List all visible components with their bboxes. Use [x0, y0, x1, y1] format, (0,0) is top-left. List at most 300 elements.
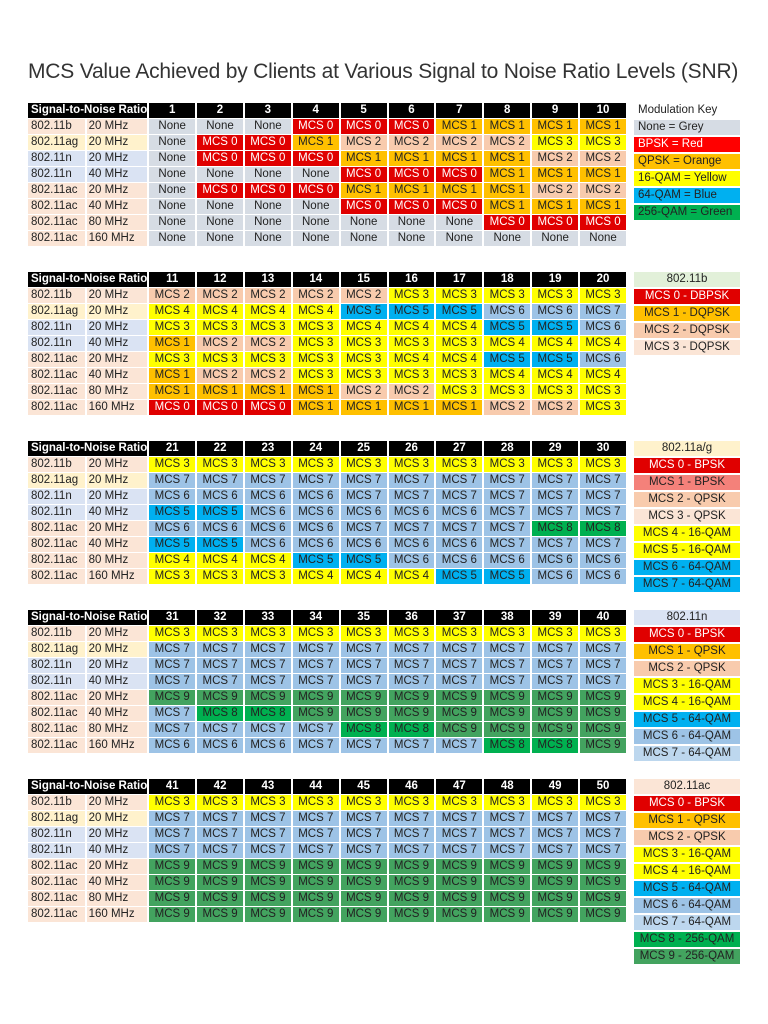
- mcs-cell: MCS 1: [149, 368, 195, 383]
- standard-label: 802.11ac: [28, 537, 85, 552]
- mcs-cell: MCS 9: [484, 722, 530, 737]
- mcs-cell: MCS 1: [532, 167, 578, 182]
- snr-column-header: 50: [580, 779, 626, 794]
- table-row: [28, 722, 626, 737]
- mcs-cell: MCS 1: [149, 336, 195, 351]
- snr-column-header: 29: [532, 441, 578, 456]
- mcs-cell: MCS 8: [532, 521, 578, 536]
- snr-column-header: 14: [293, 272, 339, 287]
- mcs-cell: MCS 7: [245, 843, 291, 858]
- table-header-row: [28, 441, 626, 456]
- mcs-cell: MCS 2: [245, 336, 291, 351]
- snr-column-header: 48: [484, 779, 530, 794]
- standard-label: 802.11ac: [28, 569, 85, 584]
- mcs-cell: None: [149, 119, 195, 134]
- mcs-cell: MCS 4: [484, 368, 530, 383]
- mcs-cell: MCS 9: [532, 690, 578, 705]
- mcs-cell: MCS 7: [197, 827, 243, 842]
- mcs-cell: MCS 7: [484, 473, 530, 488]
- mcs-cell: MCS 6: [293, 537, 339, 552]
- mcs-cell: MCS 4: [149, 553, 195, 568]
- bandwidth-label: 20 MHz: [87, 827, 148, 842]
- mcs-cell: MCS 4: [389, 320, 435, 335]
- mcs-cell: MCS 2: [245, 288, 291, 303]
- mcs-cell: MCS 9: [436, 859, 482, 874]
- legend-item: BPSK = Red: [634, 137, 740, 152]
- snr-column-header: 16: [389, 272, 435, 287]
- mcs-cell: MCS 2: [580, 183, 626, 198]
- table-header-row: [28, 610, 626, 625]
- mcs-cell: MCS 1: [484, 183, 530, 198]
- mcs-cell: MCS 3: [532, 626, 578, 641]
- bandwidth-label: 40 MHz: [87, 706, 148, 721]
- mcs-cell: MCS 1: [197, 384, 243, 399]
- mcs-cell: MCS 5: [197, 505, 243, 520]
- legend-item: MCS 7 - 64-QAM: [634, 915, 740, 930]
- mcs-cell: MCS 1: [341, 183, 387, 198]
- mcs-cell: MCS 3: [197, 320, 243, 335]
- mcs-cell: MCS 1: [389, 151, 435, 166]
- mcs-cell: MCS 5: [149, 505, 195, 520]
- legend-item: MCS 1 - QPSK: [634, 813, 740, 828]
- bandwidth-label: 80 MHz: [87, 891, 148, 906]
- legend-item: MCS 0 - DBPSK: [634, 289, 740, 304]
- mcs-cell: MCS 9: [341, 859, 387, 874]
- legend-item: MCS 7 - 64-QAM: [634, 577, 740, 592]
- mcs-cell: None: [341, 215, 387, 230]
- mcs-cell: MCS 7: [341, 843, 387, 858]
- mcs-cell: MCS 9: [436, 891, 482, 906]
- bandwidth-label: 40 MHz: [87, 336, 148, 351]
- mcs-cell: MCS 9: [484, 907, 530, 922]
- header-label: Signal-to-Noise Ratio: [28, 441, 147, 456]
- mcs-cell: MCS 7: [580, 811, 626, 826]
- mcs-cell: MCS 7: [341, 658, 387, 673]
- mcs-cell: MCS 7: [580, 674, 626, 689]
- mcs-cell: MCS 2: [532, 151, 578, 166]
- table-row: [28, 859, 626, 874]
- mcs-cell: MCS 3: [245, 352, 291, 367]
- mcs-cell: MCS 1: [484, 151, 530, 166]
- mcs-cell: MCS 7: [484, 642, 530, 657]
- mcs-cell: MCS 3: [484, 288, 530, 303]
- mcs-cell: MCS 9: [484, 875, 530, 890]
- mcs-cell: MCS 0: [197, 135, 243, 150]
- legend-item: MCS 2 - QPSK: [634, 492, 740, 507]
- standard-label: 802.11n: [28, 336, 85, 351]
- mcs-cell: MCS 7: [436, 521, 482, 536]
- bandwidth-label: 20 MHz: [87, 626, 148, 641]
- mcs-cell: MCS 6: [580, 553, 626, 568]
- mcs-cell: None: [149, 199, 195, 214]
- standard-label: 802.11ac: [28, 875, 85, 890]
- mcs-cell: MCS 7: [341, 674, 387, 689]
- standard-label: 802.11ag: [28, 811, 85, 826]
- mcs-cell: MCS 9: [484, 891, 530, 906]
- mcs-cell: MCS 3: [293, 795, 339, 810]
- mcs-cell: None: [293, 231, 339, 246]
- bandwidth-label: 20 MHz: [87, 183, 148, 198]
- mcs-cell: MCS 5: [436, 569, 482, 584]
- snr-column-header: 19: [532, 272, 578, 287]
- mcs-cell: MCS 9: [580, 859, 626, 874]
- mcs-cell: MCS 7: [197, 642, 243, 657]
- mcs-cell: MCS 7: [580, 658, 626, 673]
- mcs-cell: MCS 9: [245, 859, 291, 874]
- mcs-cell: MCS 7: [245, 811, 291, 826]
- table-row: [28, 674, 626, 689]
- mcs-cell: MCS 3: [436, 384, 482, 399]
- legend-item: MCS 2 - QPSK: [634, 830, 740, 845]
- mcs-cell: MCS 9: [389, 907, 435, 922]
- mcs-cell: MCS 7: [532, 843, 578, 858]
- mcs-cell: MCS 3: [580, 400, 626, 415]
- snr-column-header: 39: [532, 610, 578, 625]
- mcs-cell: MCS 7: [341, 473, 387, 488]
- mcs-cell: MCS 7: [245, 473, 291, 488]
- table-row: [28, 199, 626, 214]
- bandwidth-label: 20 MHz: [87, 489, 148, 504]
- snr-column-header: 35: [341, 610, 387, 625]
- mcs-cell: MCS 9: [149, 891, 195, 906]
- mcs-cell: MCS 9: [245, 891, 291, 906]
- mcs-cell: MCS 7: [197, 674, 243, 689]
- mcs-cell: None: [389, 231, 435, 246]
- bandwidth-label: 80 MHz: [87, 553, 148, 568]
- bandwidth-label: 160 MHz: [87, 569, 148, 584]
- mcs-cell: MCS 7: [580, 489, 626, 504]
- mcs-cell: MCS 9: [532, 706, 578, 721]
- mcs-cell: MCS 9: [436, 875, 482, 890]
- standard-label: 802.11ac: [28, 384, 85, 399]
- mcs-cell: MCS 9: [341, 875, 387, 890]
- bandwidth-label: 20 MHz: [87, 473, 148, 488]
- legend-item: 64-QAM = Blue: [634, 188, 740, 203]
- bandwidth-label: 80 MHz: [87, 722, 148, 737]
- mcs-cell: MCS 6: [197, 489, 243, 504]
- mcs-cell: MCS 4: [580, 336, 626, 351]
- snr-column-header: 41: [149, 779, 195, 794]
- table-row: [28, 690, 626, 705]
- mcs-cell: MCS 9: [580, 738, 626, 753]
- table-row: [28, 119, 626, 134]
- table-row: [28, 875, 626, 890]
- mcs-cell: MCS 7: [532, 505, 578, 520]
- header-label: Signal-to-Noise Ratio: [28, 103, 147, 118]
- mcs-cell: MCS 6: [293, 505, 339, 520]
- snr-column-header: 15: [341, 272, 387, 287]
- mcs-cell: MCS 3: [197, 626, 243, 641]
- bandwidth-label: 20 MHz: [87, 352, 148, 367]
- mcs-cell: MCS 0: [389, 119, 435, 134]
- standard-label: 802.11b: [28, 795, 85, 810]
- standard-label: 802.11n: [28, 674, 85, 689]
- mcs-cell: MCS 1: [484, 167, 530, 182]
- mcs-cell: MCS 7: [389, 827, 435, 842]
- mcs-cell: MCS 7: [197, 658, 243, 673]
- mcs-cell: MCS 6: [245, 489, 291, 504]
- mcs-cell: MCS 3: [341, 795, 387, 810]
- table-row: [28, 352, 626, 367]
- mcs-cell: MCS 6: [580, 569, 626, 584]
- legend-item: MCS 1 - DQPSK: [634, 306, 740, 321]
- mcs-cell: MCS 0: [197, 183, 243, 198]
- snr-column-header: 25: [341, 441, 387, 456]
- mcs-cell: MCS 3: [389, 457, 435, 472]
- mcs-cell: MCS 7: [580, 505, 626, 520]
- mcs-cell: MCS 7: [197, 811, 243, 826]
- mcs-cell: MCS 7: [149, 843, 195, 858]
- mcs-cell: MCS 7: [293, 473, 339, 488]
- legend-title: 802.11b: [634, 272, 740, 287]
- mcs-cell: None: [245, 167, 291, 182]
- legend-item: MCS 0 - BPSK: [634, 627, 740, 642]
- snr-table: [26, 778, 628, 923]
- standard-label: 802.11n: [28, 827, 85, 842]
- snr-column-header: 32: [197, 610, 243, 625]
- mcs-cell: MCS 9: [484, 690, 530, 705]
- mcs-cell: None: [197, 119, 243, 134]
- legend-item: MCS 6 - 64-QAM: [634, 560, 740, 575]
- mcs-cell: MCS 4: [436, 352, 482, 367]
- mcs-cell: MCS 5: [532, 320, 578, 335]
- snr-column-header: 45: [341, 779, 387, 794]
- mcs-cell: MCS 3: [245, 320, 291, 335]
- legend-item: MCS 7 - 64-QAM: [634, 746, 740, 761]
- mcs-cell: MCS 7: [245, 827, 291, 842]
- mcs-cell: MCS 5: [341, 304, 387, 319]
- snr-column-header: 9: [532, 103, 578, 118]
- standard-label: 802.11n: [28, 658, 85, 673]
- mcs-cell: MCS 3: [293, 352, 339, 367]
- mcs-cell: MCS 7: [149, 706, 195, 721]
- snr-column-header: 4: [293, 103, 339, 118]
- table-row: [28, 811, 626, 826]
- mcs-cell: MCS 3: [149, 626, 195, 641]
- snr-column-header: 8: [484, 103, 530, 118]
- snr-column-header: 44: [293, 779, 339, 794]
- table-header-row: [28, 779, 626, 794]
- table-header-row: [28, 103, 626, 118]
- mcs-cell: None: [484, 231, 530, 246]
- snr-column-header: 3: [245, 103, 291, 118]
- page-title: MCS Value Achieved by Clients at Various Signal to Noise Ratio Levels (SNR): [28, 60, 739, 83]
- mcs-cell: MCS 0: [341, 199, 387, 214]
- mcs-cell: MCS 9: [341, 891, 387, 906]
- mcs-cell: None: [532, 231, 578, 246]
- table-row: [28, 537, 626, 552]
- mcs-cell: None: [341, 231, 387, 246]
- mcs-cell: MCS 7: [580, 827, 626, 842]
- mcs-cell: MCS 7: [436, 811, 482, 826]
- mcs-cell: MCS 3: [436, 457, 482, 472]
- mcs-cell: MCS 3: [197, 569, 243, 584]
- standard-label: 802.11n: [28, 489, 85, 504]
- mcs-cell: MCS 2: [484, 135, 530, 150]
- snr-column-header: 27: [436, 441, 482, 456]
- table-row: [28, 827, 626, 842]
- mcs-cell: MCS 9: [580, 907, 626, 922]
- mcs-cell: MCS 5: [197, 537, 243, 552]
- mcs-cell: MCS 7: [293, 827, 339, 842]
- mcs-cell: MCS 7: [293, 642, 339, 657]
- snr-column-header: 1: [149, 103, 195, 118]
- mcs-cell: MCS 0: [293, 183, 339, 198]
- table-header-row: [28, 272, 626, 287]
- mcs-cell: MCS 1: [436, 183, 482, 198]
- mcs-cell: MCS 2: [197, 336, 243, 351]
- legend-item: MCS 6 - 64-QAM: [634, 898, 740, 913]
- bandwidth-label: 160 MHz: [87, 400, 148, 415]
- mcs-cell: MCS 7: [580, 642, 626, 657]
- mcs-cell: MCS 0: [341, 167, 387, 182]
- mcs-cell: MCS 3: [293, 320, 339, 335]
- mcs-cell: None: [293, 167, 339, 182]
- mcs-cell: MCS 3: [293, 336, 339, 351]
- mcs-cell: MCS 8: [245, 706, 291, 721]
- mcs-cell: MCS 3: [532, 384, 578, 399]
- mcs-cell: MCS 4: [341, 569, 387, 584]
- standard-label: 802.11ac: [28, 368, 85, 383]
- legend-item: MCS 1 - QPSK: [634, 644, 740, 659]
- mcs-cell: MCS 6: [293, 489, 339, 504]
- mcs-cell: MCS 3: [341, 352, 387, 367]
- mcs-cell: MCS 7: [341, 811, 387, 826]
- mcs-cell: MCS 1: [341, 151, 387, 166]
- mcs-cell: MCS 4: [484, 336, 530, 351]
- snr-table-block: [26, 778, 628, 923]
- snr-column-header: 47: [436, 779, 482, 794]
- standard-label: 802.11b: [28, 119, 85, 134]
- mcs-cell: MCS 0: [293, 151, 339, 166]
- mcs-cell: MCS 0: [341, 119, 387, 134]
- mcs-cell: MCS 9: [580, 722, 626, 737]
- bandwidth-label: 20 MHz: [87, 304, 148, 319]
- table-row: [28, 706, 626, 721]
- mcs-cell: MCS 7: [149, 811, 195, 826]
- mcs-cell: MCS 1: [580, 199, 626, 214]
- mcs-cell: MCS 9: [532, 722, 578, 737]
- legend-item: MCS 0 - BPSK: [634, 796, 740, 811]
- mcs-cell: MCS 0: [245, 400, 291, 415]
- mcs-cell: MCS 1: [436, 151, 482, 166]
- legend-box: [634, 103, 740, 222]
- bandwidth-label: 20 MHz: [87, 119, 148, 134]
- snr-column-header: 6: [389, 103, 435, 118]
- legend-title: 802.11ac: [634, 779, 740, 794]
- mcs-cell: MCS 9: [580, 706, 626, 721]
- standard-label: 802.11ac: [28, 215, 85, 230]
- mcs-cell: MCS 7: [389, 738, 435, 753]
- bandwidth-label: 20 MHz: [87, 690, 148, 705]
- snr-column-header: 38: [484, 610, 530, 625]
- table-row: [28, 135, 626, 150]
- bandwidth-label: 20 MHz: [87, 135, 148, 150]
- mcs-cell: MCS 7: [389, 642, 435, 657]
- mcs-cell: MCS 1: [389, 183, 435, 198]
- standard-label: 802.11ac: [28, 738, 85, 753]
- mcs-cell: MCS 3: [580, 457, 626, 472]
- mcs-cell: None: [149, 231, 195, 246]
- legend-item: MCS 2 - DQPSK: [634, 323, 740, 338]
- snr-column-header: 24: [293, 441, 339, 456]
- mcs-cell: MCS 6: [389, 505, 435, 520]
- standard-label: 802.11ac: [28, 352, 85, 367]
- bandwidth-label: 80 MHz: [87, 384, 148, 399]
- table-row: [28, 215, 626, 230]
- mcs-cell: MCS 3: [389, 368, 435, 383]
- standard-label: 802.11n: [28, 843, 85, 858]
- mcs-cell: MCS 7: [532, 473, 578, 488]
- mcs-cell: MCS 3: [532, 135, 578, 150]
- mcs-cell: MCS 3: [484, 384, 530, 399]
- mcs-cell: MCS 4: [341, 320, 387, 335]
- mcs-cell: MCS 7: [341, 521, 387, 536]
- snr-table: [26, 102, 628, 247]
- standard-label: 802.11n: [28, 151, 85, 166]
- mcs-cell: MCS 7: [389, 521, 435, 536]
- mcs-cell: MCS 7: [149, 827, 195, 842]
- legend-title: 802.11n: [634, 610, 740, 625]
- bandwidth-label: 40 MHz: [87, 167, 148, 182]
- bandwidth-label: 20 MHz: [87, 795, 148, 810]
- bandwidth-label: 20 MHz: [87, 642, 148, 657]
- table-row: [28, 642, 626, 657]
- mcs-cell: MCS 7: [389, 473, 435, 488]
- mcs-cell: MCS 9: [436, 907, 482, 922]
- bandwidth-label: 80 MHz: [87, 215, 148, 230]
- mcs-cell: MCS 7: [532, 827, 578, 842]
- bandwidth-label: 20 MHz: [87, 658, 148, 673]
- standard-label: 802.11ac: [28, 722, 85, 737]
- snr-table-block: [26, 102, 628, 247]
- header-label: Signal-to-Noise Ratio: [28, 779, 147, 794]
- mcs-cell: MCS 3: [149, 569, 195, 584]
- legend-title: Modulation Key: [638, 104, 718, 116]
- standard-label: 802.11ac: [28, 891, 85, 906]
- mcs-cell: MCS 8: [580, 521, 626, 536]
- mcs-cell: MCS 6: [484, 304, 530, 319]
- mcs-cell: None: [293, 199, 339, 214]
- snr-column-header: 11: [149, 272, 195, 287]
- mcs-cell: MCS 7: [532, 674, 578, 689]
- mcs-cell: MCS 1: [245, 384, 291, 399]
- standard-label: 802.11b: [28, 626, 85, 641]
- mcs-cell: MCS 4: [389, 352, 435, 367]
- mcs-cell: None: [389, 215, 435, 230]
- table-row: [28, 384, 626, 399]
- table-row: [28, 626, 626, 641]
- mcs-cell: None: [149, 151, 195, 166]
- snr-column-header: 46: [389, 779, 435, 794]
- mcs-cell: MCS 1: [484, 119, 530, 134]
- snr-table-block: [26, 440, 628, 585]
- snr-column-header: 30: [580, 441, 626, 456]
- bandwidth-label: 40 MHz: [87, 505, 148, 520]
- mcs-cell: MCS 7: [149, 722, 195, 737]
- mcs-cell: MCS 3: [436, 336, 482, 351]
- mcs-cell: MCS 2: [341, 288, 387, 303]
- mcs-cell: MCS 9: [389, 859, 435, 874]
- standard-label: 802.11ag: [28, 135, 85, 150]
- mcs-cell: MCS 9: [149, 690, 195, 705]
- mcs-cell: MCS 9: [436, 690, 482, 705]
- mcs-cell: MCS 6: [197, 738, 243, 753]
- standard-label: 802.11ac: [28, 690, 85, 705]
- snr-column-header: 43: [245, 779, 291, 794]
- legend-item: MCS 2 - QPSK: [634, 661, 740, 676]
- standard-label: 802.11ac: [28, 521, 85, 536]
